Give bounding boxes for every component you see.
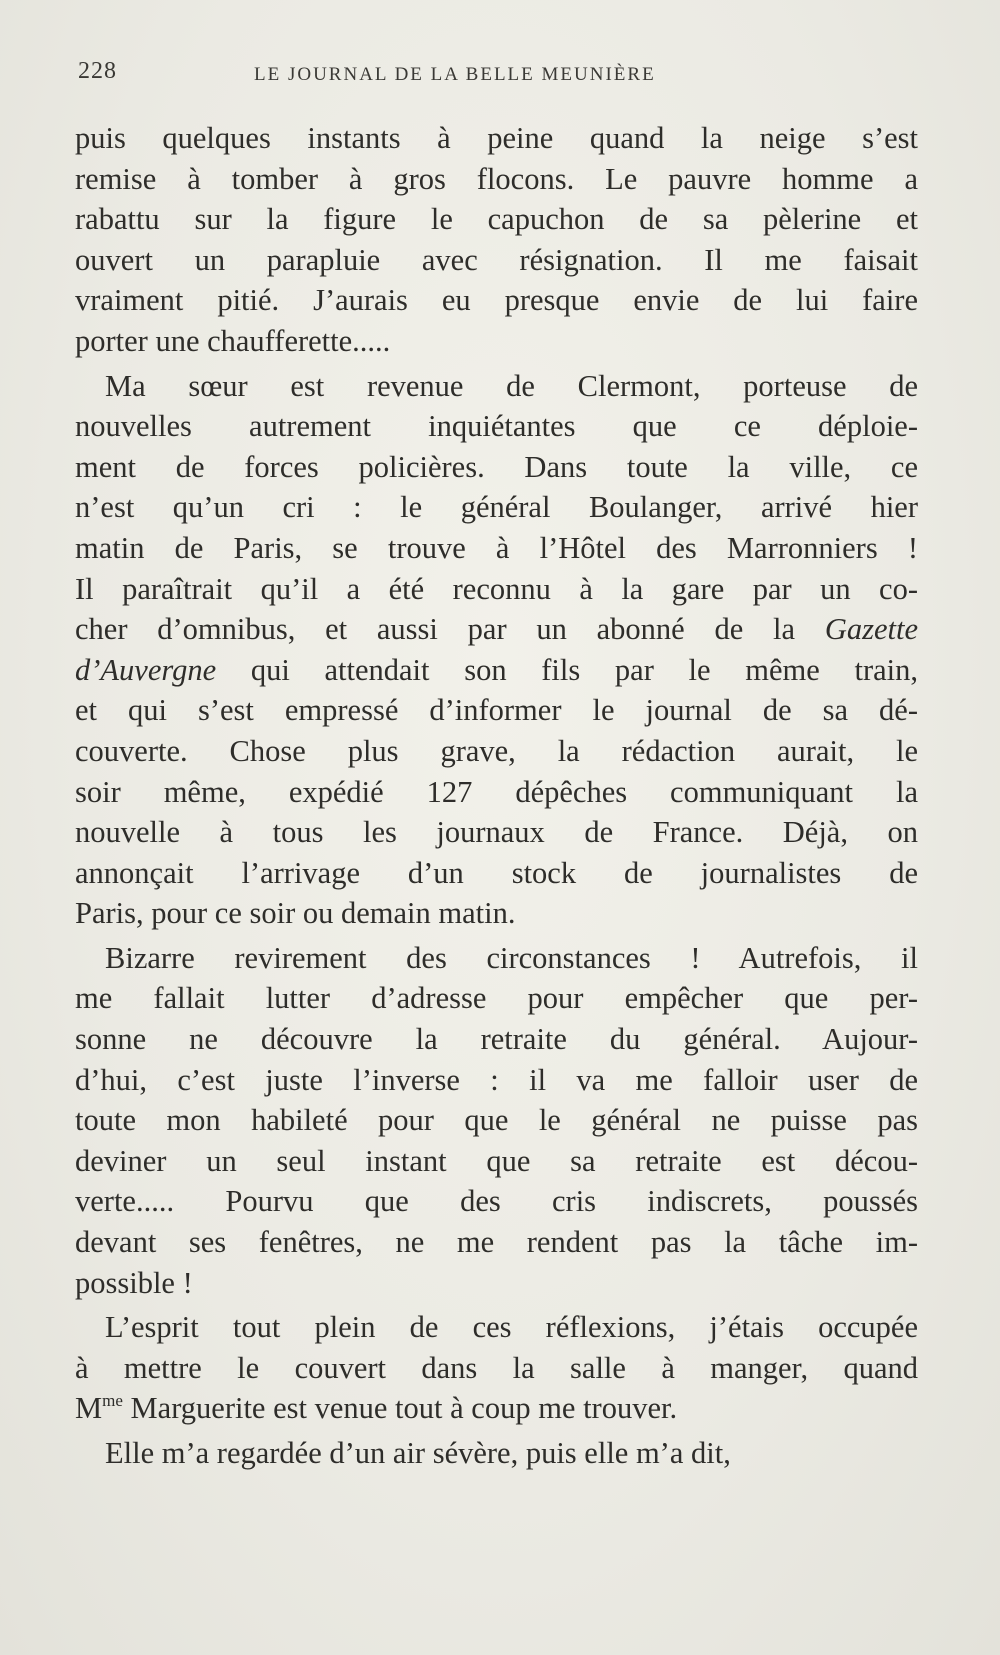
paragraph: [75, 1307, 918, 1429]
text-line: couverte. Chose plus grave, la rédaction aurait, le: [75, 733, 918, 768]
text-line: ment de forces policières. Dans toute la ville, ce: [75, 449, 918, 484]
text-line: matin de Paris, se trouve à l’Hôtel des Marronniers !: [75, 530, 918, 565]
text-line: à mettre le couvert dans la salle à manger, quand: [75, 1350, 918, 1385]
text-line: toute mon habileté pour que le général ne puisse pas: [75, 1103, 918, 1138]
text-line: vraiment pitié. J’aurais eu presque envie de lui faire: [75, 283, 918, 318]
text-line: devant ses fenêtres, ne me rendent pas la tâche im-: [75, 1225, 918, 1260]
text-line: $M^{me}$ Marguerite est venue tout à coup me trouver.: [75, 1391, 678, 1426]
paragraph: [75, 118, 918, 362]
text-line: Elle m’a regardée d’un air sévère, puis elle m’a dit,: [105, 1436, 731, 1470]
text-line: et qui s’est empressé d’informer le journal de sa dé-: [75, 693, 918, 728]
body-text: [75, 118, 918, 1474]
text-line: deviner un seul instant que sa retraite est décou-: [75, 1143, 918, 1178]
text-line: rabattu sur la figure le capuchon de sa pèlerine et: [75, 202, 918, 237]
text-line: d’Auvergne qui attendait son fils par le même train,: [75, 652, 918, 687]
text-line: Bizarre revirement des circonstances ! Autrefois, il: [105, 940, 918, 975]
text-line: porter une chaufferette.....: [75, 323, 391, 358]
text-line: L’esprit tout plein de ces réflexions, j’étais occupée: [105, 1310, 918, 1345]
text-line: d’hui, c’est juste l’inverse : il va me falloir user de: [75, 1062, 918, 1097]
text-line: nouvelle à tous les journaux de France. Déjà, on: [75, 815, 918, 850]
text-line: possible !: [75, 1265, 193, 1300]
text-line: nouvelles autrement inquiétantes que ce déploie-: [75, 409, 918, 444]
paragraph: [75, 1433, 918, 1474]
text-line: ouvert un parapluie avec résignation. Il me faisait: [75, 242, 918, 277]
text-line: me fallait lutter d’adresse pour empêcher que per-: [75, 981, 918, 1016]
text-line: remise à tomber à gros flocons. Le pauvre homme a: [75, 161, 918, 196]
text-line: n’est qu’un cri : le général Boulanger, arrivé hier: [75, 490, 918, 525]
text-line: annonçait l’arrivage d’un stock de journalistes de: [75, 855, 918, 890]
text-line: verte..... Pourvu que des cris indiscrets, poussés: [75, 1184, 918, 1219]
text-line: puis quelques instants à peine quand la neige s’est: [75, 121, 918, 155]
paragraph: [75, 366, 918, 934]
text-line: Paris, pour ce soir ou demain matin.: [75, 896, 516, 931]
running-title: LE JOURNAL DE LA BELLE MEUNIÈRE: [254, 64, 656, 85]
page-number: 228: [78, 58, 117, 84]
text-line: Il paraîtrait qu’il a été reconnu à la gare par un co-: [75, 571, 918, 606]
text-line: soir même, expédié 127 dépêches communiquant la: [75, 774, 918, 809]
text-line: Ma sœur est revenue de Clermont, porteuse de: [105, 368, 918, 403]
page-header: [78, 58, 758, 88]
text-line: cher d’omnibus, et aussi par un abonné de la Gazette: [75, 612, 918, 647]
text-line: sonne ne découvre la retraite du général. Aujour-: [75, 1022, 918, 1057]
paragraph: [75, 938, 918, 1303]
